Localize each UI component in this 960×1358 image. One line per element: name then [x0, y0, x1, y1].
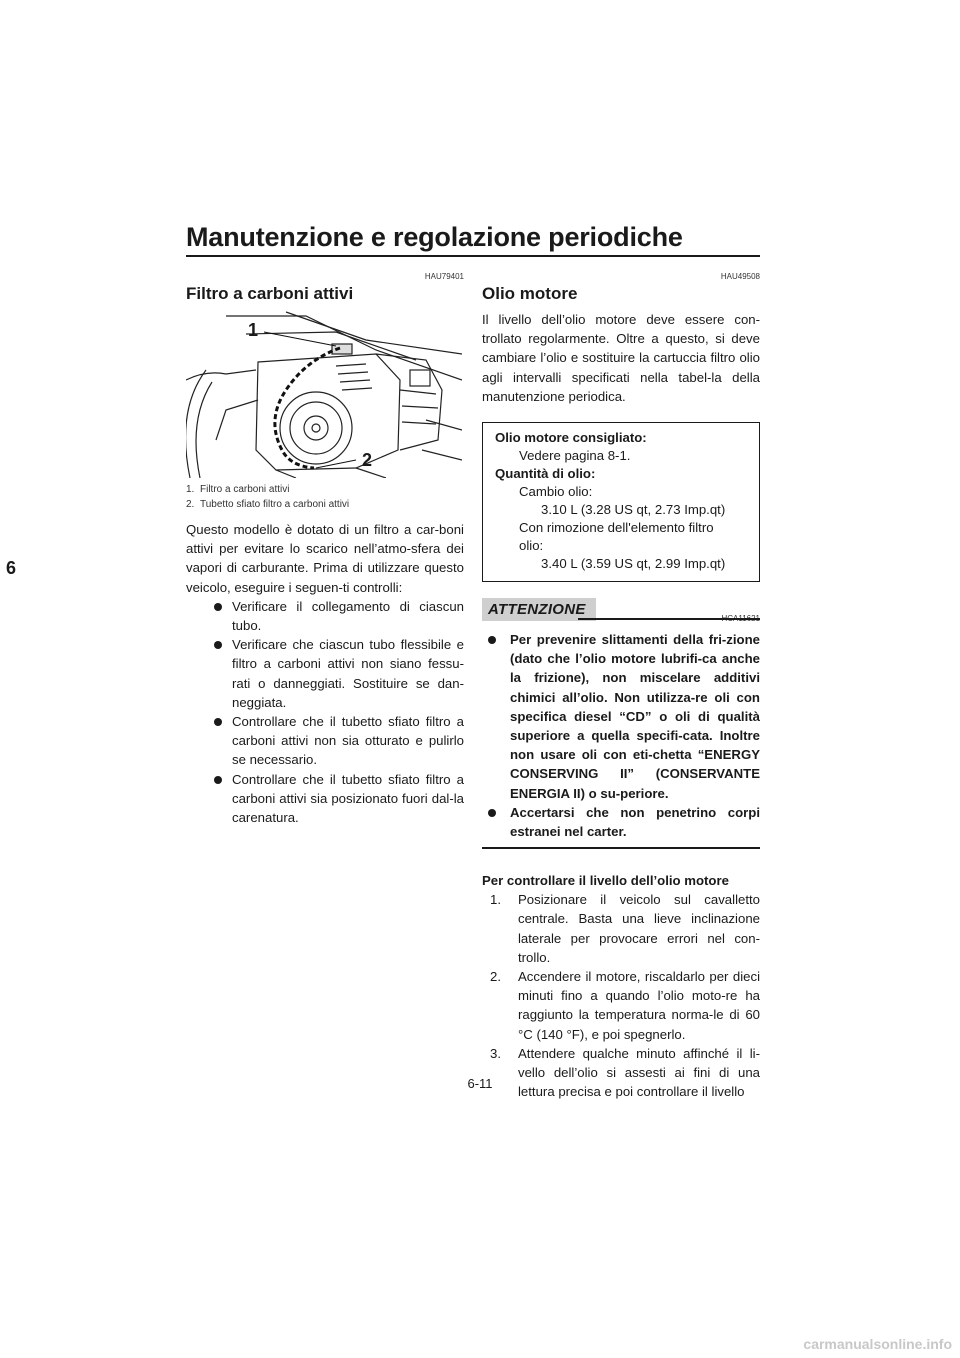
- list-item: Verificare il collegamento di ciascun tubo.: [214, 597, 464, 635]
- watermark: carmanualsonline.info: [803, 1336, 952, 1352]
- bullet-icon: [214, 776, 222, 784]
- title-rule: [186, 255, 760, 257]
- bullet-icon: [214, 603, 222, 611]
- engine-illustration: [186, 310, 462, 478]
- spec-value: 3.10 L (3.28 US qt, 2.73 Imp.qt): [541, 502, 726, 518]
- list-item: Verificare che ciascun tubo flessibile e filtro a carboni attivi non siano fessu-rati o danneggiati. Sostituire se dan-neggiata.: [214, 635, 464, 712]
- page-number: 6-11: [467, 1076, 493, 1091]
- page-title: Manutenzione e regolazione periodiche: [186, 222, 683, 252]
- right-column: [482, 272, 760, 1101]
- warning-badge: ATTENZIONE: [482, 598, 596, 621]
- procedure-heading: Per controllare il livello dell’olio motore: [482, 873, 729, 889]
- chapter-tab: 6: [5, 557, 16, 578]
- warning-header: [482, 598, 760, 626]
- section-code: HAU79401: [424, 272, 464, 281]
- spec-label: Quantità di olio:: [495, 466, 596, 482]
- warning-end-rule: [482, 847, 760, 849]
- figure-callout-1: 1: [248, 320, 259, 340]
- carbon-filter-intro: Questo modello è dotato di un filtro a car-boni attivi per evitare lo scarico nell’atmo-sfera dei vapori di carburante. Prima di utilizzare questo veicolo, eseguire i seguen-ti controlli:: [186, 522, 464, 595]
- list-item: 1. Posizionare il veicolo sul cavalletto centrale. Basta una lieve inclinazione laterale per provocare errori nel con-trollo.: [490, 892, 760, 965]
- engine-drawing: [186, 310, 462, 478]
- spec-label: Olio motore consigliato:: [495, 430, 647, 446]
- spec-sublabel: Con rimozione dell'elemento filtro: [519, 520, 714, 536]
- list-item: Accertarsi che non penetrino corpi estranei nel carter.: [482, 803, 760, 841]
- carbon-filter-checklist: [186, 597, 464, 827]
- spec-value: Vedere pagina 8-1.: [519, 448, 631, 464]
- figure-captions: [186, 482, 464, 512]
- list-item: 3. Attendere qualche minuto affinché il li-vello dell’olio si assesti ai fini di una lettura precisa e poi controllare il livello: [490, 1045, 760, 1100]
- bullet-icon: [214, 718, 222, 726]
- bullet-icon: [488, 809, 496, 817]
- warning-rule: [578, 618, 760, 620]
- list-item: 2. Accendere il motore, riscaldarlo per dieci minuti fino a quando l’olio moto-re ha raggiunto la temperatura norma-le di 60 °C (140 °F), e poi spegnerlo.: [490, 969, 760, 1042]
- procedure-steps: [482, 890, 760, 1101]
- left-column: [186, 272, 464, 827]
- spec-sublabel: olio:: [519, 538, 544, 554]
- spec-sublabel: Cambio olio:: [519, 484, 593, 500]
- warning-list: [482, 630, 760, 841]
- section-heading-carbon-filter: Filtro a carboni attivi: [186, 284, 354, 303]
- list-item: Per prevenire slittamenti della fri-zione (dato che l’olio motore lubrifi-ca anche la frizione), non miscelare additivi chimici all’olio. Non utilizza-re oli con specifica diesel “CD” o oli di qualità superiore a quella specifi-cata. Inoltre non usare oli con eti-chetta “ENERGY CONSERVING II” (CONSERVANTE ENERGIA II) o su-periore.: [482, 630, 760, 803]
- section-code: HAU49508: [720, 272, 760, 281]
- list-item: Controllare che il tubetto sfiato filtro a carboni attivi sia posizionato fuori dal-la carenatura.: [214, 770, 464, 828]
- bullet-icon: [488, 636, 496, 644]
- oil-spec-box: [482, 422, 760, 582]
- bullet-icon: [214, 641, 222, 649]
- caption-item: 2. Tubetto sfiato filtro a carboni attivi: [186, 499, 350, 510]
- spec-value: 3.40 L (3.59 US qt, 2.99 Imp.qt): [541, 556, 726, 572]
- section-heading-engine-oil: Olio motore: [482, 284, 578, 303]
- list-item: Controllare che il tubetto sfiato filtro a carboni attivi non sia otturato e pulirlo se necessario.: [214, 712, 464, 770]
- caption-item: 1. Filtro a carboni attivi: [186, 484, 290, 495]
- engine-oil-intro: Il livello dell’olio motore deve essere con-trollato regolarmente. Oltre a questo, si deve cambiare l’olio e sostituire la cartuccia filtro olio agli intervalli specificati nella tabel-la della manutenzione periodica.: [482, 312, 760, 404]
- figure-callout-2: 2: [362, 450, 373, 470]
